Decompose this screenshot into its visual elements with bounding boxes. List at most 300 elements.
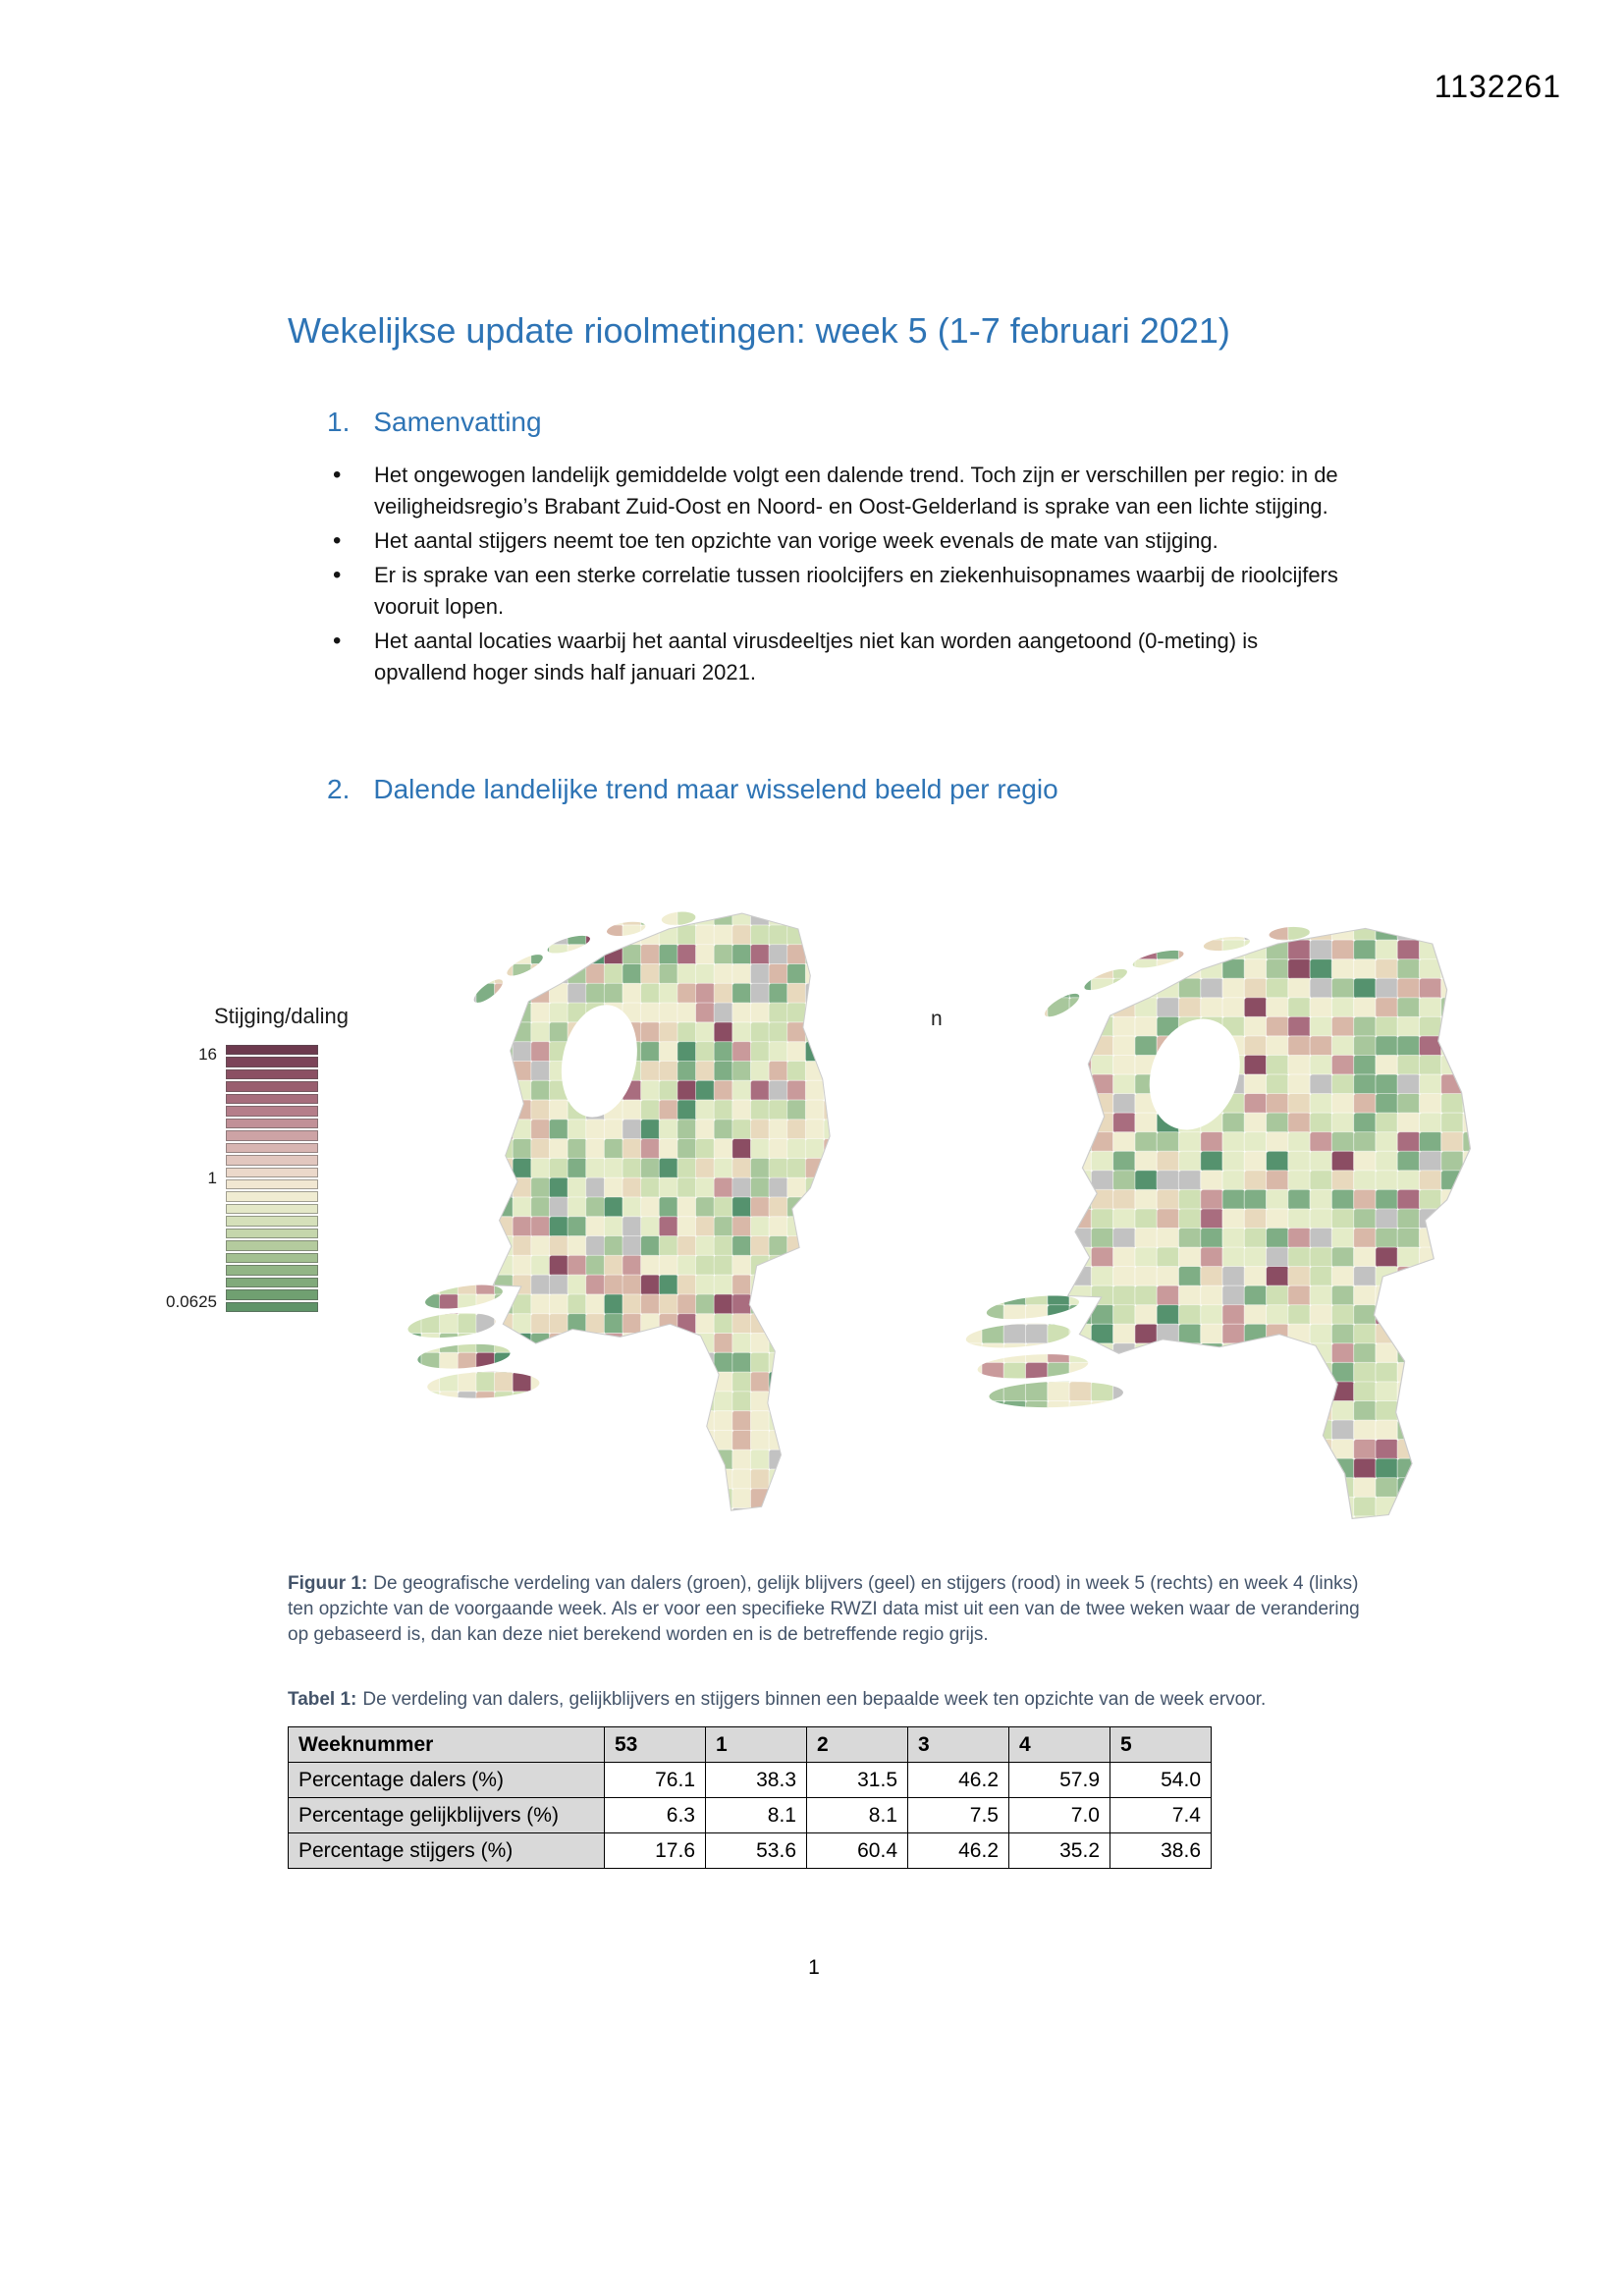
legend-tick-max: 16 <box>198 1045 217 1064</box>
map-region <box>1310 1189 1332 1209</box>
legend-stripe <box>226 1094 318 1104</box>
map-region <box>769 1139 787 1160</box>
map-region <box>1178 1343 1201 1363</box>
map-region <box>440 1022 459 1043</box>
map-region <box>421 1139 440 1160</box>
map-region <box>604 1508 623 1529</box>
map-region <box>1113 1516 1136 1536</box>
map-region <box>1048 1400 1070 1420</box>
map-region <box>1331 1400 1354 1420</box>
map-region <box>604 1255 623 1276</box>
map-region <box>586 1508 605 1529</box>
map-region <box>1441 940 1464 959</box>
map-region <box>732 1080 751 1101</box>
map-region <box>960 1247 983 1267</box>
map-region <box>495 983 514 1004</box>
map-region <box>677 1236 696 1257</box>
map-region <box>960 978 983 998</box>
map-region <box>641 1449 660 1470</box>
map-region <box>421 905 440 926</box>
map-region <box>1222 1497 1245 1516</box>
map-region <box>982 998 1004 1017</box>
map-region <box>1354 1458 1377 1478</box>
map-region <box>842 1236 861 1257</box>
map-region <box>1267 1074 1289 1094</box>
map-region <box>659 1314 677 1335</box>
map-region <box>1091 1343 1113 1363</box>
map-region <box>1485 1516 1507 1536</box>
bullet-item <box>329 626 1350 688</box>
map-region <box>1157 1400 1179 1420</box>
map-region <box>568 1255 586 1276</box>
map-region <box>1376 998 1398 1017</box>
map-region <box>1091 1209 1113 1229</box>
map-region <box>769 1508 787 1529</box>
map-region <box>805 1236 824 1257</box>
map-region <box>1310 1400 1332 1420</box>
map-region <box>513 1042 531 1063</box>
map-region <box>824 945 842 965</box>
map-region <box>1003 1055 1026 1074</box>
map-region <box>714 1061 732 1081</box>
map-region <box>960 921 983 941</box>
map-region <box>1463 1209 1486 1229</box>
map-region <box>659 1430 677 1450</box>
map-region <box>440 1508 459 1529</box>
map-region <box>824 1411 842 1432</box>
map-region <box>750 1158 769 1178</box>
map-region <box>549 1022 568 1043</box>
map-region <box>696 1197 715 1218</box>
map-region <box>1201 940 1223 959</box>
map-region <box>495 1333 514 1353</box>
map-region <box>1331 998 1354 1017</box>
map-region <box>1222 1209 1245 1229</box>
map-region <box>1048 978 1070 998</box>
map-region <box>1135 1171 1158 1190</box>
map-region <box>1441 1343 1464 1363</box>
map-region <box>604 1294 623 1315</box>
map-region <box>714 1080 732 1101</box>
map-region <box>1463 1016 1486 1036</box>
map-region <box>1025 1305 1048 1325</box>
map-region <box>495 1294 514 1315</box>
map-region <box>787 1314 806 1335</box>
map-region <box>960 1036 983 1056</box>
bullet-text: Het ongewogen landelijk gemiddelde volgt een dalende trend. Toch zijn er verschillen per regio: in de veiligheidsregio’s Brabant Zuid-Oost en Noord- en Oost-Gelderland is sprake van een lichte stijging. <box>374 463 1338 519</box>
map-region <box>696 1177 715 1198</box>
map-region <box>1201 1228 1223 1247</box>
map-region <box>659 1022 677 1043</box>
legend-tick-min: 0.0625 <box>166 1292 217 1311</box>
map-region <box>1331 1305 1354 1325</box>
map-region <box>1310 1132 1332 1152</box>
map-region <box>732 1236 751 1257</box>
map-region <box>1003 978 1026 998</box>
map-region <box>568 1392 586 1412</box>
map-region <box>659 945 677 965</box>
map-region <box>677 1255 696 1276</box>
map-region <box>1267 1343 1289 1363</box>
map-region <box>769 963 787 984</box>
map-region <box>1463 1440 1486 1459</box>
map-region <box>982 959 1004 979</box>
map-region <box>476 1372 495 1393</box>
map-region <box>513 1158 531 1178</box>
map-region <box>403 1061 421 1081</box>
map-region <box>1069 921 1092 941</box>
map-region <box>1267 1267 1289 1286</box>
map-region <box>1354 1228 1377 1247</box>
map-region <box>677 1120 696 1140</box>
map-region <box>641 1275 660 1295</box>
map-region <box>586 1197 605 1218</box>
map-region <box>1463 1171 1486 1190</box>
map-region <box>677 905 696 926</box>
map-region <box>641 1236 660 1257</box>
map-region <box>714 1294 732 1315</box>
table-cell: 7.0 <box>1009 1798 1110 1833</box>
map-region <box>1485 1113 1507 1132</box>
legend-stripe <box>226 1057 318 1066</box>
map-region <box>549 1372 568 1393</box>
map-region <box>1222 1151 1245 1171</box>
map-region <box>1397 1305 1420 1325</box>
map-region <box>421 1275 440 1295</box>
map-region <box>476 1430 495 1450</box>
map-region <box>1267 1132 1289 1152</box>
map-region <box>1485 1247 1507 1267</box>
map-region <box>604 1449 623 1470</box>
map-region <box>982 1516 1004 1536</box>
map-region <box>531 1255 550 1276</box>
map-region <box>1025 1478 1048 1498</box>
map-region <box>1178 1151 1201 1171</box>
map-region <box>495 1508 514 1529</box>
map-region <box>1376 1189 1398 1209</box>
map-region <box>568 1177 586 1198</box>
map-region <box>1441 1189 1464 1209</box>
map-region <box>1091 1247 1113 1267</box>
map-region <box>1288 1151 1311 1171</box>
map-region <box>1048 1113 1070 1132</box>
map-region <box>513 1217 531 1237</box>
map-region <box>1201 1285 1223 1305</box>
map-region <box>824 1489 842 1509</box>
map-region <box>1463 940 1486 959</box>
map-region <box>1354 1420 1377 1440</box>
map-region <box>982 1036 1004 1056</box>
map-region <box>641 1120 660 1140</box>
map-region <box>531 945 550 965</box>
map-region <box>604 1352 623 1373</box>
map-region <box>440 1197 459 1218</box>
map-region <box>531 1003 550 1023</box>
map-region <box>787 905 806 926</box>
map-region <box>805 1352 824 1373</box>
map-region <box>1091 1113 1113 1132</box>
map-region <box>732 1392 751 1412</box>
map-region <box>1222 1189 1245 1209</box>
map-region <box>1157 959 1179 979</box>
map-region <box>1397 1151 1420 1171</box>
map-region <box>623 1255 641 1276</box>
map-region <box>549 983 568 1004</box>
map-region <box>1003 1362 1026 1382</box>
legend-stripe <box>226 1143 318 1153</box>
map-region <box>1178 1420 1201 1440</box>
map-region <box>1025 1362 1048 1382</box>
map-region <box>659 1255 677 1276</box>
map-region <box>1025 1094 1048 1114</box>
map-region <box>586 1314 605 1335</box>
map-region <box>982 1209 1004 1229</box>
map-region <box>1069 1420 1092 1440</box>
map-region <box>732 1177 751 1198</box>
table-cell: 17.6 <box>605 1833 706 1869</box>
map-region <box>732 1469 751 1490</box>
map-region <box>824 1508 842 1529</box>
map-region <box>1025 1420 1048 1440</box>
map-region <box>586 1236 605 1257</box>
map-region <box>714 945 732 965</box>
map-region <box>513 1022 531 1043</box>
map-region <box>769 905 787 926</box>
map-region <box>476 983 495 1004</box>
map-region <box>1025 1036 1048 1056</box>
map-region <box>1069 1362 1092 1382</box>
map-region <box>732 963 751 984</box>
map-region <box>805 1411 824 1432</box>
map-region <box>824 1294 842 1315</box>
map-region <box>641 1197 660 1218</box>
map-region <box>604 1158 623 1178</box>
map-region <box>623 1217 641 1237</box>
map-region <box>458 1352 476 1373</box>
map-region <box>1441 1497 1464 1516</box>
map-region <box>1354 1016 1377 1036</box>
map-region <box>1397 1362 1420 1382</box>
map-region <box>1025 1516 1048 1536</box>
map-region <box>1376 1113 1398 1132</box>
table-header-cell: 1 <box>706 1727 807 1763</box>
map-region <box>531 1197 550 1218</box>
map-region <box>549 1120 568 1140</box>
map-region <box>1222 978 1245 998</box>
map-region <box>732 1255 751 1276</box>
map-region <box>659 1469 677 1490</box>
map-region <box>732 1352 751 1373</box>
week-distribution-table <box>288 1726 1212 1869</box>
map-region <box>696 1255 715 1276</box>
map-region <box>1003 1458 1026 1478</box>
map-region <box>1331 1171 1354 1190</box>
table-cell: 7.5 <box>908 1798 1009 1833</box>
netherlands-map-week5-svg <box>928 872 1511 1538</box>
map-region <box>714 983 732 1004</box>
map-region <box>568 1508 586 1529</box>
map-region <box>1222 1440 1245 1459</box>
map-region <box>769 1275 787 1295</box>
map-region <box>1135 1400 1158 1420</box>
map-region <box>787 963 806 984</box>
map-region <box>1463 1036 1486 1056</box>
map-region <box>982 1497 1004 1516</box>
map-region <box>1310 1343 1332 1363</box>
map-region <box>1113 1189 1136 1209</box>
map-region <box>1267 1458 1289 1478</box>
map-region <box>513 1197 531 1218</box>
map-region <box>1135 1189 1158 1209</box>
map-region <box>1003 1036 1026 1056</box>
table-cell: 54.0 <box>1110 1763 1212 1798</box>
map-region <box>568 963 586 984</box>
map-region <box>568 1120 586 1140</box>
map-region <box>1157 1228 1179 1247</box>
map-region <box>1135 998 1158 1017</box>
map-region <box>1003 1094 1026 1114</box>
bullet-item <box>329 460 1350 522</box>
map-region <box>1091 1497 1113 1516</box>
map-region <box>769 1294 787 1315</box>
map-region <box>960 1362 983 1382</box>
map-region <box>960 1151 983 1171</box>
map-region <box>1463 1400 1486 1420</box>
map-region <box>1244 1228 1267 1247</box>
map-region <box>476 1139 495 1160</box>
map-region <box>549 1139 568 1160</box>
map-region <box>787 1469 806 1490</box>
map-region <box>1288 1382 1311 1401</box>
map-region <box>549 1003 568 1023</box>
map-region <box>549 945 568 965</box>
map-region <box>531 1430 550 1450</box>
map-region <box>549 1392 568 1412</box>
map-region <box>1441 1458 1464 1478</box>
map-region <box>1201 1420 1223 1440</box>
map-region <box>421 925 440 946</box>
map-region <box>1267 1382 1289 1401</box>
map-region <box>696 1236 715 1257</box>
map-region <box>1288 1171 1311 1190</box>
table-header-cell: 4 <box>1009 1727 1110 1763</box>
map-region <box>1354 940 1377 959</box>
map-region <box>458 1275 476 1295</box>
map-region <box>641 1061 660 1081</box>
map-region <box>1463 998 1486 1017</box>
map-region <box>1288 1228 1311 1247</box>
map-region <box>787 1372 806 1393</box>
map-region <box>495 1411 514 1432</box>
map-region <box>568 1352 586 1373</box>
map-region <box>531 1061 550 1081</box>
map-region <box>1463 921 1486 941</box>
map-region <box>1288 1209 1311 1229</box>
map-region <box>1244 1094 1267 1114</box>
map-region <box>1244 978 1267 998</box>
page-title: Wekelijkse update rioolmetingen: week 5 (1-7 februari 2021) <box>288 310 1230 351</box>
section-2-heading <box>327 774 1058 805</box>
map-region <box>641 1217 660 1237</box>
table-cell: 8.1 <box>807 1798 908 1833</box>
map-region <box>1485 1151 1507 1171</box>
map-region <box>1244 1478 1267 1498</box>
map-region <box>421 1061 440 1081</box>
map-region <box>641 1022 660 1043</box>
map-region <box>1331 1247 1354 1267</box>
map-region <box>458 1061 476 1081</box>
table-cell: 57.9 <box>1009 1763 1110 1798</box>
map-region <box>732 925 751 946</box>
map-region <box>1244 1362 1267 1382</box>
legend-stripe <box>226 1179 318 1189</box>
map-region <box>732 945 751 965</box>
map-region <box>440 905 459 926</box>
map-region <box>1310 978 1332 998</box>
map-region <box>1048 1171 1070 1190</box>
map-region <box>1485 1189 1507 1209</box>
map-region <box>696 1022 715 1043</box>
legend-stripe <box>226 1216 318 1226</box>
map-region <box>982 1382 1004 1401</box>
map-region <box>495 1372 514 1393</box>
map-region <box>714 963 732 984</box>
map-region <box>586 1469 605 1490</box>
choropleth-map-week5 <box>928 872 1511 1538</box>
map-region <box>586 925 605 946</box>
map-region <box>750 1003 769 1023</box>
map-region <box>641 1508 660 1529</box>
map-region <box>1288 978 1311 998</box>
map-region <box>1397 1189 1420 1209</box>
map-region <box>824 905 842 926</box>
map-region <box>659 1042 677 1063</box>
map-region <box>403 1392 421 1412</box>
map-region <box>982 1440 1004 1459</box>
map-region <box>1463 1228 1486 1247</box>
map-region <box>732 1061 751 1081</box>
map-region <box>1048 1440 1070 1459</box>
legend-stripe <box>226 1191 318 1201</box>
map-region <box>1003 1209 1026 1229</box>
map-region <box>476 1449 495 1470</box>
map-region <box>1376 1382 1398 1401</box>
map-region <box>1419 978 1441 998</box>
map-region <box>1331 1228 1354 1247</box>
map-region <box>458 1469 476 1490</box>
choropleth-map-week4 <box>376 856 864 1530</box>
map-region <box>1069 1189 1092 1209</box>
map-region <box>421 963 440 984</box>
map-region <box>1419 1094 1441 1114</box>
map-region <box>1025 940 1048 959</box>
map-region <box>440 983 459 1004</box>
map-region <box>1354 1132 1377 1152</box>
map-region <box>824 1042 842 1063</box>
map-region <box>1331 1094 1354 1114</box>
map-region <box>1267 1478 1289 1498</box>
map-region <box>586 1372 605 1393</box>
map-region <box>568 1294 586 1315</box>
map-region <box>1376 1228 1398 1247</box>
map-region <box>440 1411 459 1432</box>
map-region <box>769 1158 787 1178</box>
map-region <box>1419 1132 1441 1152</box>
map-region <box>1157 1516 1179 1536</box>
map-region <box>421 1294 440 1315</box>
map-region <box>440 1158 459 1178</box>
map-region <box>1003 940 1026 959</box>
